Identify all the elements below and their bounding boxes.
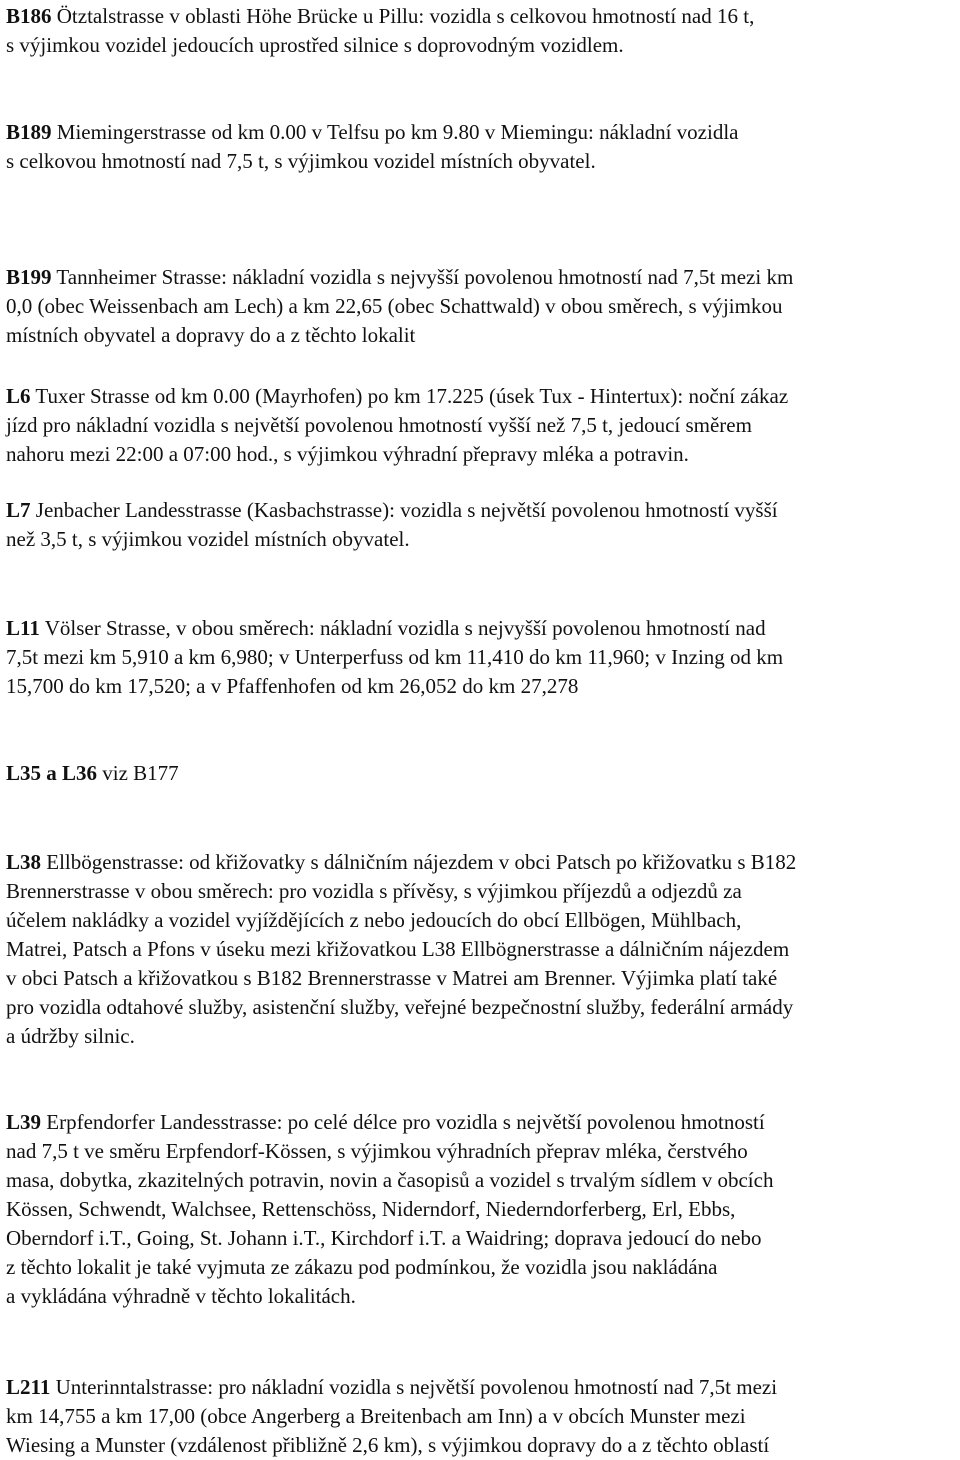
paragraph-text: Ötztalstrasse v oblasti Höhe Brücke u Pillu: vozidla s celkovou hmotností nad 16 t, (51, 4, 755, 28)
paragraph-line: Matrei, Patsch a Pfons v úseku mezi křižovatkou L38 Ellbögnerstrasse a dálničním nájezdem (6, 937, 790, 961)
paragraph-l38 (6, 848, 951, 1051)
paragraph-line: pro vozidla odtahové služby, asistenční služby, veřejné bezpečnostní služby, federální armády (6, 995, 794, 1019)
paragraph-line (6, 263, 951, 292)
paragraph-line: Brennerstrasse v obou směrech: pro vozidla s přívěsy, s výjimkou příjezdů a odjezdů za (6, 879, 742, 903)
paragraph-l6 (6, 382, 951, 469)
paragraph-line: z těchto lokalit je také vyjmuta ze zákazu pod podmínkou, že vozidla jsou nakládána (6, 1255, 718, 1279)
paragraph-line (6, 1373, 951, 1402)
paragraph-line (6, 1108, 951, 1137)
paragraph-line: než 3,5 t, s výjimkou vozidel místních obyvatel. (6, 527, 410, 551)
paragraph-line: s výjimkou vozidel jedoucích uprostřed silnice s doprovodným vozidlem. (6, 33, 624, 57)
paragraph-text: Erpfendorfer Landesstrasse: po celé délce pro vozidla s největší povolenou hmotností (41, 1110, 765, 1134)
paragraph-l11 (6, 614, 951, 701)
paragraph-line: jízd pro nákladní vozidla s největší povolenou hmotností vyšší než 7,5 t, jedoucí směrem (6, 413, 752, 437)
paragraph-line: nahoru mezi 22:00 a 07:00 hod., s výjimkou výhradní přepravy mléka a potravin. (6, 442, 689, 466)
paragraph-line (6, 382, 951, 411)
paragraph-line: místních obyvatel a dopravy do a z těchto lokalit (6, 323, 416, 347)
paragraph-line: Wiesing a Munster (vzdálenost přibližně 2,6 km), s výjimkou dopravy do a z těchto oblastí (6, 1433, 770, 1457)
paragraph-l35-l36 (6, 759, 951, 788)
paragraph-b199 (6, 263, 951, 350)
paragraph-line: km 14,755 a km 17,00 (obce Angerberg a Breitenbach am Inn) a v obcích Munster mezi (6, 1404, 746, 1428)
paragraph-line (6, 2, 951, 31)
road-code: B186 (6, 4, 52, 28)
paragraph-line: 7,5t mezi km 5,910 a km 6,980; v Unterperfuss od km 11,410 do km 11,960; v Inzing od km (6, 645, 784, 669)
paragraph-line: v obci Patsch a křižovatkou s B182 Brennerstrasse v Matrei am Brenner. Výjimka platí také (6, 966, 778, 990)
paragraph-line: Kössen, Schwendt, Walchsee, Rettenschöss, Niderndorf, Niederndorferberg, Erl, Ebbs, (6, 1197, 736, 1221)
paragraph-text: Ellbögenstrasse: od křižovatky s dálničním nájezdem v obci Patsch po křižovatku s B182 (41, 850, 797, 874)
road-code: B199 (6, 265, 52, 289)
road-code: L35 a L36 (6, 761, 98, 785)
road-code: L38 (6, 850, 42, 874)
paragraph-line: s celkovou hmotností nad 7,5 t, s výjimkou vozidel místních obyvatel. (6, 149, 596, 173)
paragraph-text: Tannheimer Strasse: nákladní vozidla s nejvyšší povolenou hmotností nad 7,5t mezi km (51, 265, 794, 289)
paragraph-line: nad 7,5 t ve směru Erpfendorf-Kössen, s výjimkou výhradních přeprav mléka, čerstvého (6, 1139, 748, 1163)
road-code: L11 (6, 616, 40, 640)
road-code: L39 (6, 1110, 42, 1134)
paragraph-l39 (6, 1108, 951, 1311)
paragraph-text: Unterinntalstrasse: pro nákladní vozidla s největší povolenou hmotností nad 7,5t mezi (50, 1375, 778, 1399)
paragraph-line (6, 759, 951, 788)
paragraph-line: Oberndorf i.T., Going, St. Johann i.T., Kirchdorf i.T. a Waidring; doprava jedoucí do nebo (6, 1226, 762, 1250)
road-code: L6 (6, 384, 31, 408)
paragraph-line: 15,700 do km 17,520; a v Pfaffenhofen od km 26,052 do km 27,278 (6, 674, 579, 698)
paragraph-text: Tuxer Strasse od km 0.00 (Mayrhofen) po km 17.225 (úsek Tux - Hintertux): noční zákaz (30, 384, 789, 408)
road-code: L211 (6, 1375, 51, 1399)
paragraph-text: Jenbacher Landesstrasse (Kasbachstrasse): vozidla s největší povolenou hmotností vyšší (30, 498, 778, 522)
paragraph-text: Miemingerstrasse od km 0.00 v Telfsu po km 9.80 v Miemingu: nákladní vozidla (51, 120, 739, 144)
paragraph-line: 0,0 (obec Weissenbach am Lech) a km 22,65 (obec Schattwald) v obou směrech, s výjimkou (6, 294, 783, 318)
paragraph-text: viz B177 (97, 761, 179, 785)
paragraph-line: masa, dobytka, zkazitelných potravin, novin a časopisů a vozidel s trvalým sídlem v obcích (6, 1168, 774, 1192)
paragraph-b189 (6, 118, 951, 176)
road-code: L7 (6, 498, 31, 522)
paragraph-line (6, 848, 951, 877)
paragraph-line: a vykládána výhradně v těchto lokalitách. (6, 1284, 356, 1308)
paragraph-l211 (6, 1373, 951, 1460)
road-code: B189 (6, 120, 52, 144)
paragraph-line (6, 496, 951, 525)
paragraph-line (6, 614, 951, 643)
paragraph-line: účelem nakládky a vozidel vyjíždějících z nebo jedoucích do obcí Ellbögen, Mühlbach, (6, 908, 742, 932)
paragraph-line: a údržby silnic. (6, 1024, 135, 1048)
paragraph-b186 (6, 2, 951, 60)
paragraph-line (6, 118, 951, 147)
paragraph-l7 (6, 496, 951, 554)
paragraph-text: Völser Strasse, v obou směrech: nákladní vozidla s nejvyšší povolenou hmotností nad (39, 616, 766, 640)
